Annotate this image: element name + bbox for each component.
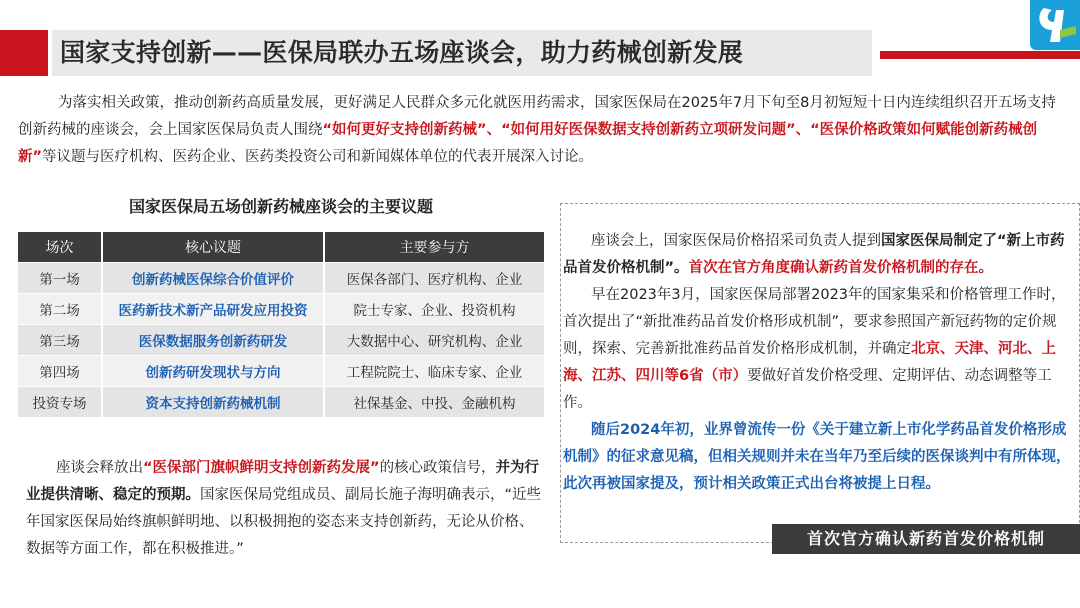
paragraph-text: 座谈会上，国家医保局价格招采司负责人提到: [591, 233, 881, 249]
table-row: [18, 293, 544, 324]
table-row: [18, 386, 544, 417]
participants-cell: 院士专家、企业、投资机构: [324, 293, 544, 324]
paragraph-text: 要做好首发价格受理、定期评估、动态调整等工作。: [563, 368, 1052, 411]
participants-cell: 工程院院士、临床专家、企业: [324, 355, 544, 386]
column-header: 核心议题: [102, 232, 324, 262]
bold-statement: 并为行业提供清晰、稳定的预期。: [26, 460, 540, 503]
box-paragraph: [563, 282, 1077, 417]
session-cell: 投资专场: [18, 386, 102, 417]
table-row: [18, 262, 544, 293]
table-row: [18, 324, 544, 355]
session-cell: 第一场: [18, 262, 102, 293]
agenda-table-title: 国家医保局五场创新药械座谈会的主要议题: [128, 197, 433, 216]
box-caption: 首次官方确认新药首发价格机制: [772, 524, 1080, 554]
logo-icon: [1030, 0, 1080, 50]
pricing-mechanism-text: [563, 228, 1077, 498]
intro-paragraph: [18, 90, 1066, 171]
topic-quote-1: “如何更好支持创新药械”: [322, 122, 487, 138]
highlight-statement: 首次在官方角度确认新药首发价格机制的存在。: [688, 260, 994, 276]
topic-separator: 、: [486, 122, 502, 138]
title-accent-block: [0, 30, 48, 76]
box-paragraph: [563, 228, 1077, 282]
topic-cell: 创新药研发现状与方向: [102, 355, 324, 386]
column-header: 场次: [18, 232, 102, 262]
paragraph-text: 早在2023年3月，国家医保局部署2023年的国家集采和价格管理工作时，首次提出了“新批准药品首发价格形成机制”，要求参照国产新冠药物的定价规则，探索、完善新批准药品首发价格形成机制，并确定: [563, 287, 1066, 357]
topic-cell: 医药新技术新产品研发应用投资: [102, 293, 324, 324]
participants-cell: 社保基金、中投、金融机构: [324, 386, 544, 417]
bold-statement: 国家医保局制定了“新上市药品首发价格机制”。: [563, 233, 1065, 276]
topic-cell: 创新药械医保综合价值评价: [102, 262, 324, 293]
page-title: 国家支持创新——医保局联办五场座谈会，助力药械创新发展: [60, 38, 744, 67]
intro-text-end: 等议题与医疗机构、医药企业、医药类投资公司和新闻媒体单位的代表开展深入讨论。: [42, 149, 594, 165]
participants-cell: 大数据中心、研究机构、企业: [324, 324, 544, 355]
paragraph-text: 国家医保局党组成员、副局长施子海明确表示，“近些年国家医保局始终旗帜鲜明地、以积极拥抱的姿态来支持创新药，无论从价格、数据等方面工作，都在积极推进。”: [26, 487, 542, 557]
paragraph-text: 的核心政策信号，: [379, 460, 496, 476]
topic-cell: 医保数据服务创新药研发: [102, 324, 324, 355]
table-header-row: [18, 232, 544, 262]
session-cell: 第二场: [18, 293, 102, 324]
agenda-table: [18, 232, 544, 417]
topic-quote-3: “医保价格政策如何赋能创新药械创新”: [18, 122, 1038, 165]
column-header: 主要参与方: [324, 232, 544, 262]
topic-cell: 资本支持创新药械机制: [102, 386, 324, 417]
box-paragraph: 随后2024年初，业界曾流传一份《关于建立新上市化学药品首发价格形成机制》的征求意见稿，但相关规则并未在当年乃至后续的医保谈判中有所体现，此次再被国家提及，预计相关政策正式出台将被提上日程。: [563, 422, 1071, 492]
table-row: [18, 355, 544, 386]
intro-text: 为落实相关政策，推动创新药高质量发展，更好满足人民群众多元化就医用药需求，国家医保局在2025年7月下旬至8月初短短十日内连续组织召开五场支持创新药械的座谈会，会上国家医保局负责人围绕: [18, 95, 1056, 138]
session-cell: 第四场: [18, 355, 102, 386]
participants-cell: 医保各部门、医疗机构、企业: [324, 262, 544, 293]
province-list: 北京、天津、河北、上海、江苏、四川等6省（市）: [563, 341, 1056, 384]
topic-separator: 、: [795, 122, 811, 138]
topic-quote-2: “如何用好医保数据支持创新药立项研发问题”: [501, 122, 796, 138]
policy-signal-paragraph: [26, 455, 546, 563]
paragraph-text: 座谈会释放出: [56, 460, 143, 476]
title-accent-line: [880, 51, 1080, 59]
signal-quote: “医保部门旗帜鲜明支持创新药发展”: [143, 460, 380, 476]
session-cell: 第三场: [18, 324, 102, 355]
